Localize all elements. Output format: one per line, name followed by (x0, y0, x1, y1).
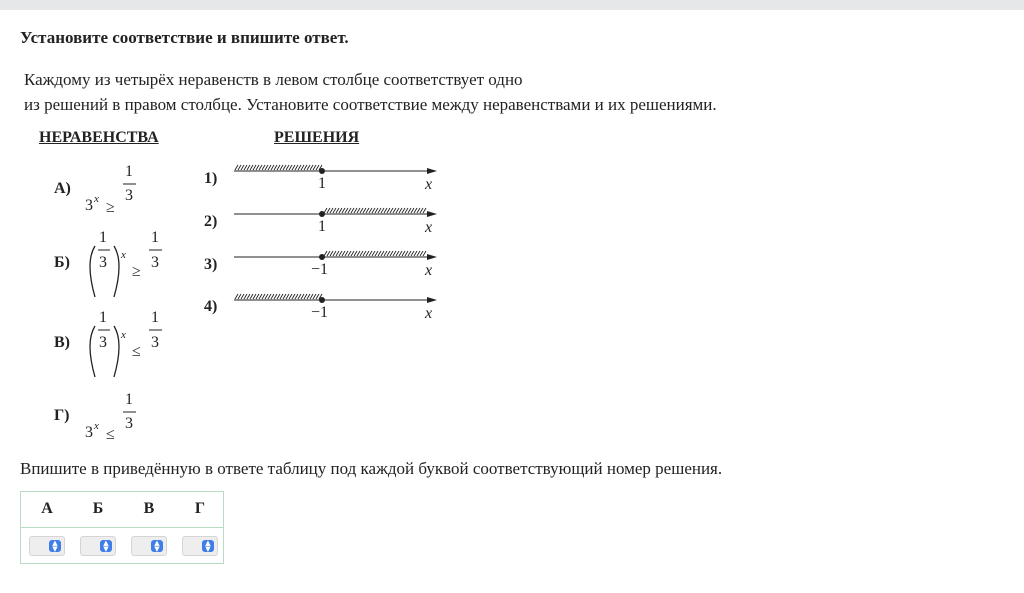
axis-arrow-icon (427, 254, 437, 260)
boundary-point (319, 168, 325, 174)
sign: ≥ (132, 263, 141, 280)
point-label: 1 (318, 175, 326, 192)
sign: ≤ (132, 343, 141, 360)
solutions-column-title: РЕШЕНИЯ (274, 129, 360, 146)
answer-select-a[interactable] (29, 536, 65, 556)
updown-chevron-icon: ▲ ▼ (151, 540, 163, 552)
answer-column-header-a: А (41, 500, 53, 517)
rhs-denominator: 3 (125, 415, 133, 432)
point-label: −1 (311, 304, 329, 321)
answer-table (20, 491, 224, 564)
rhs-denominator: 3 (151, 334, 159, 351)
boundary-point (319, 211, 325, 217)
answer-select-d[interactable] (182, 536, 218, 556)
instruction-text: Впишите в приведённую в ответе таблицу под каждой буквой соответствующий номер решения. (20, 459, 723, 478)
exponent: x (94, 193, 99, 205)
point-label: −1 (311, 261, 329, 278)
rhs-numerator: 1 (125, 391, 133, 408)
base-numerator: 1 (99, 229, 107, 246)
rhs-numerator: 1 (151, 229, 159, 246)
updown-chevron-icon: ▲ ▼ (202, 540, 214, 552)
answer-column-header-c: В (143, 500, 155, 517)
inequality-letter: Г) (54, 407, 70, 424)
shaded-region (324, 208, 426, 213)
rhs-numerator: 1 (151, 309, 159, 326)
shaded-region (324, 251, 426, 256)
axis-arrow-icon (427, 211, 437, 217)
inequality-letter: А) (54, 180, 71, 197)
inequality-letter: В) (54, 334, 70, 351)
answer-table-header-row (21, 492, 223, 528)
sign: ≤ (106, 426, 115, 443)
inequalities-column-title: НЕРАВЕНСТВА (39, 129, 159, 146)
base-denominator: 3 (99, 254, 107, 271)
task-header: Установите соответствие и впишите ответ. (20, 28, 349, 47)
shaded-region (235, 165, 322, 170)
base: 3 (85, 197, 93, 214)
solution-number: 1) (204, 170, 218, 187)
task-intro-line-2: из решений в правом столбце. Установите соответствие между неравенствами и их решениями. (24, 95, 717, 114)
base-denominator: 3 (99, 334, 107, 351)
base-numerator: 1 (99, 309, 107, 326)
answer-select-c[interactable] (131, 536, 167, 556)
answer-column-header-d: Г (194, 500, 206, 517)
axis-variable-label: x (425, 305, 433, 322)
axis-arrow-icon (427, 297, 437, 303)
axis-variable-label: x (425, 262, 433, 279)
point-label: 1 (318, 218, 326, 235)
exponent: x (121, 329, 126, 341)
exponent: x (94, 420, 99, 432)
rhs-denominator: 3 (125, 187, 133, 204)
exponent: x (121, 249, 126, 261)
solution-number: 2) (204, 213, 218, 230)
axis-variable-label: x (425, 176, 433, 193)
boundary-point (319, 254, 325, 260)
solution-number: 3) (204, 256, 218, 273)
base: 3 (85, 424, 93, 441)
task-intro-line-1: Каждому из четырёх неравенств в левом столбце соответствует одно (24, 70, 523, 89)
axis-variable-label: x (425, 219, 433, 236)
boundary-point (319, 297, 325, 303)
updown-chevron-icon: ▲ ▼ (49, 540, 61, 552)
inequality-letter: Б) (54, 254, 70, 271)
shaded-region (235, 294, 322, 299)
answer-column-header-b: Б (92, 500, 104, 517)
updown-chevron-icon: ▲ ▼ (100, 540, 112, 552)
rhs-numerator: 1 (125, 163, 133, 180)
answer-select-b[interactable] (80, 536, 116, 556)
rhs-denominator: 3 (151, 254, 159, 271)
solution-number: 4) (204, 298, 218, 315)
sign: ≥ (106, 199, 115, 216)
axis-arrow-icon (427, 168, 437, 174)
